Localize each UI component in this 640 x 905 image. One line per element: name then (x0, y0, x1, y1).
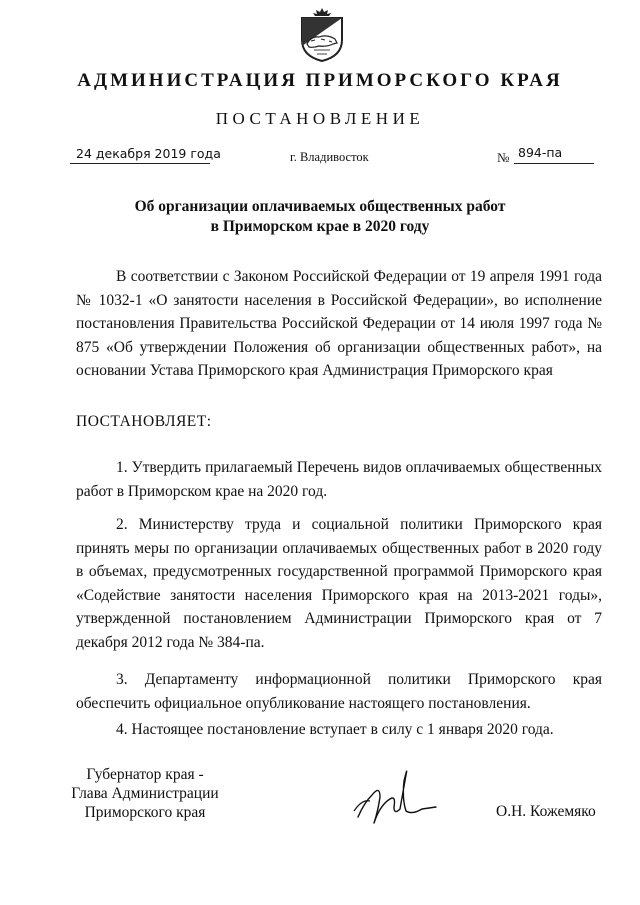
document-number: 894-па (518, 145, 563, 160)
organization-name: АДМИНИСТРАЦИЯ ПРИМОРСКОГО КРАЯ (77, 70, 563, 91)
signer-name: О.Н. Кожемяко (496, 803, 596, 820)
document-title (0, 197, 640, 237)
number-underline (514, 163, 594, 164)
decree-item-2: 2. Министерству труда и социальной политики Приморского края принять меры по организации оплачиваемых общественных работ в 2020 году в объемах, предусмотренных государственной программой Приморского края «Содействие занятости населения Приморского края на 2013-2021 годы», утвержденной постановлением Администрации Приморского края от 7 декабря 2012 года № 384-па. (76, 516, 602, 651)
document-type: ПОСТАНОВЛЕНИЕ (215, 109, 425, 128)
position-line-2: Глава Администрации (71, 785, 219, 802)
title-line-2: в Приморском крае в 2020 году (210, 218, 430, 235)
intro-paragraph: В соответствии с Законом Российской Федерации от 19 апреля 1991 года № 1032-1 «О занятости населения в Российской Федерации», во исполнение постановления Правительства Российской Федерации от 14 июля 1997 года № 875 «Об утверждении Положения об организации общественных работ», на основании Устава Приморского края Администрация Приморского края (76, 268, 602, 379)
decree-heading: ПОСТАНОВЛЯЕТ: (76, 413, 212, 430)
number-sign: № (497, 150, 510, 165)
position-line-1: Губернатор края - (86, 766, 204, 783)
coat-of-arms-icon (297, 6, 347, 62)
signatory-position (60, 765, 230, 822)
handwritten-signature (350, 755, 440, 830)
document-city: г. Владивосток (290, 150, 369, 164)
title-line-1: Об организации оплачиваемых общественных работ (134, 198, 506, 215)
date-underline (70, 163, 210, 164)
document-date: 24 декабря 2019 года (76, 146, 221, 161)
decree-item-4: 4. Настоящее постановление вступает в силу с 1 января 2020 года. (116, 721, 554, 738)
decree-item-3: 3. Департаменту информационной политики Приморского края обеспечить официальное опубликование настоящего постановления. (76, 671, 602, 712)
position-line-3: Приморского края (84, 804, 206, 821)
decree-item-1: 1. Утвердить прилагаемый Перечень видов оплачиваемых общественных работ в Приморском крае на 2020 год. (76, 459, 602, 500)
